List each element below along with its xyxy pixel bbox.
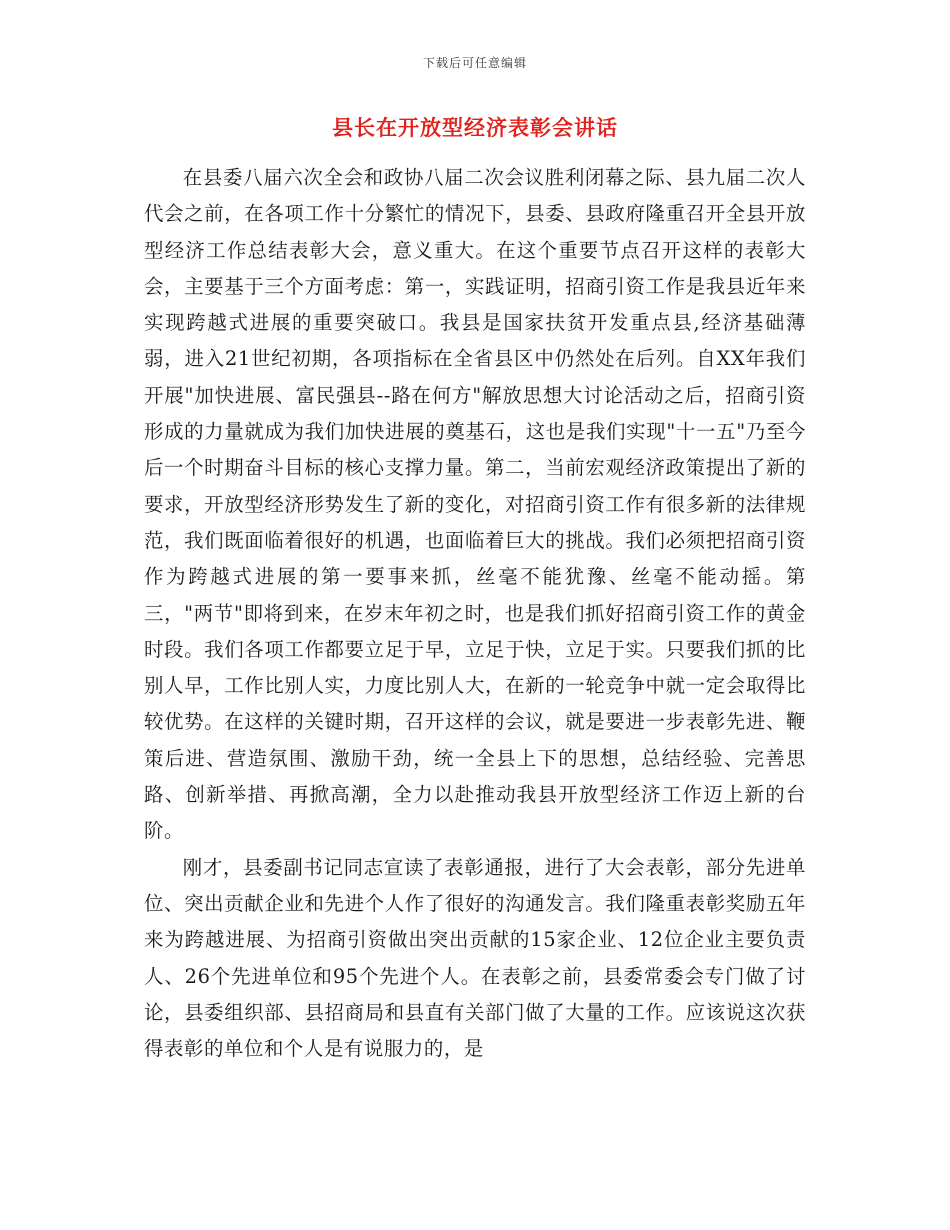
page-header-note: 下载后可任意编辑 [422, 56, 527, 70]
body-paragraph: 在县委八届六次全会和政协八届二次会议胜利闭幕之际、县九届二次人代会之前，在各项工作十分繁忙的情况下，县委、县政府隆重召开全县开放型经济工作总结表彰大会，意义重大。在这个重要节点召开这样的表彰大会，主要基于三个方面考虑：第一，实践证明，招商引资工作是我县近年来实现跨越式进展的重要突破口。我县是国家扶贫开发重点县,经济基础薄弱，进入21世纪初期，各项指标在全省县区中仍然处在后列。自XX年我们开展"加快进展、富民强县--路在何方"解放思想大讨论活动之后，招商引资形成的力量就成为我们加快进展的奠基石，这也是我们实现"十一五"乃至今后一个时期奋斗目标的核心支撑力量。第二，当前宏观经济政策提出了新的要求，开放型经济形势发生了新的变化，对招商引资工作有很多新的法律规范，我们既面临着很好的机遇，也面临着巨大的挑战。我们必须把招商引资作为跨越式进展的第一要事来抓，丝毫不能犹豫、丝毫不能动摇。第三，"两节"即将到来，在岁末年初之时，也是我们抓好招商引资工作的黄金时段。我们各项工作都要立足于早，立足于快，立足于实。只要我们抓的比别人早，工作比别人实，力度比别人大，在新的一轮竞争中就一定会取得比较优势。在这样的关键时期，召开这样的会议，就是要进一步表彰先进、鞭策后进、营造氛围、激励干劲，统一全县上下的思想，总结经验、完善思路、创新举措、再掀高潮，全力以赴推动我县开放型经济工作迈上新的台阶。 [144, 166, 806, 843]
body-paragraph: 刚才，县委副书记同志宣读了表彰通报，进行了大会表彰，部分先进单位、突出贡献企业和先进个人作了很好的沟通发言。我们隆重表彰奖励五年来为跨越进展、为招商引资做出突出贡献的15家企业、12位企业主要负责人、26个先进单位和95个先进个人。在表彰之前，县委常委会专门做了讨论，县委组织部、县招商局和县直有关部门做了大量的工作。应该说这次获得表彰的单位和个人是有说服力的，是 [144, 855, 806, 1061]
document-body [144, 160, 806, 1067]
document-title: 县长在开放型经济表彰会讲话 [332, 115, 618, 140]
